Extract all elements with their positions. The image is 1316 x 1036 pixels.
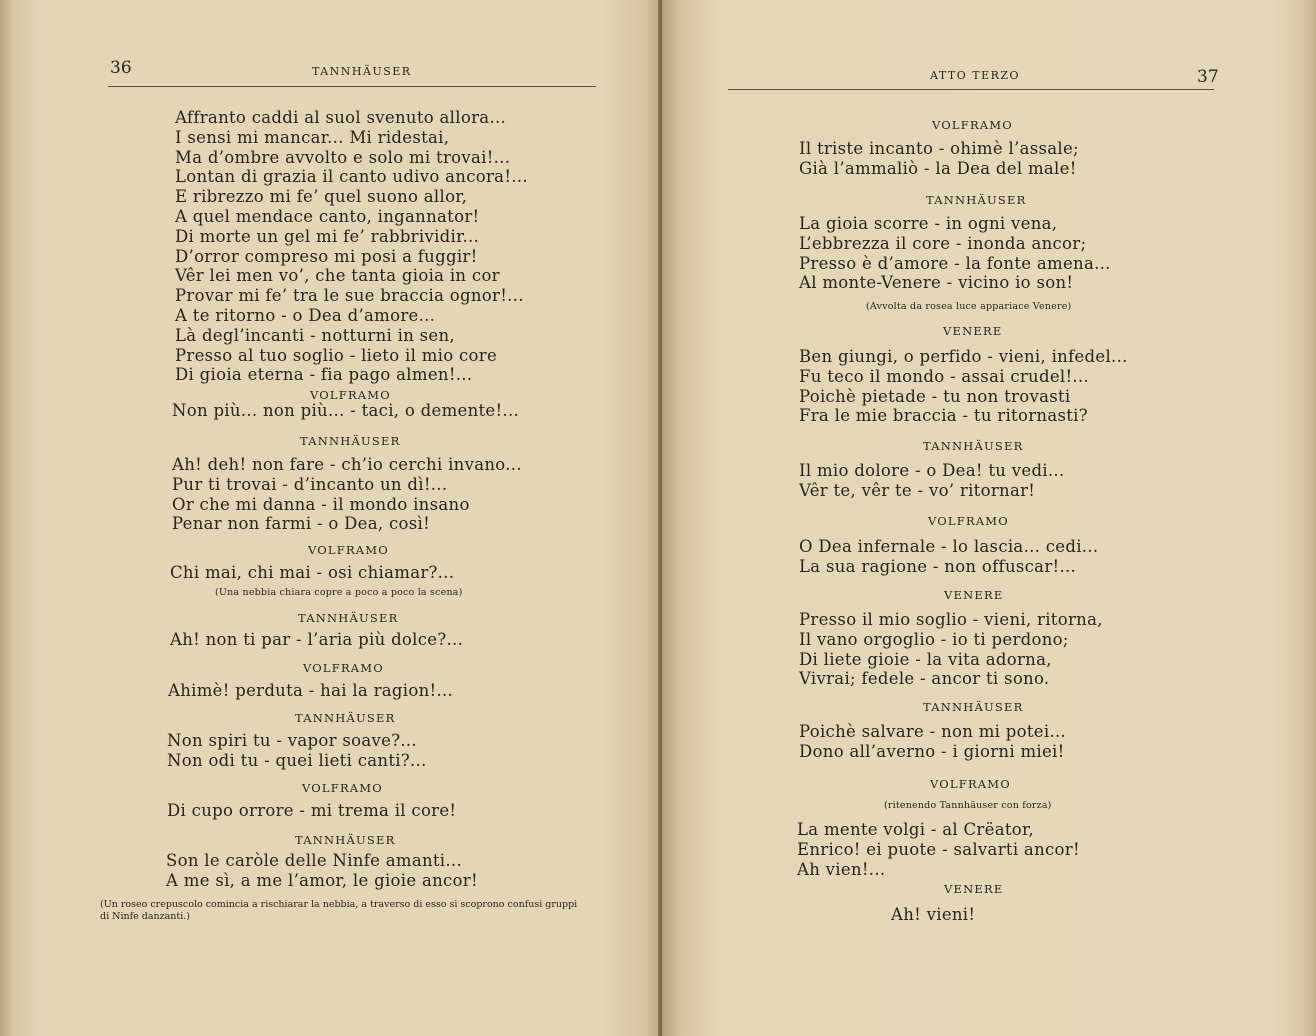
speaker-name: VENERE (944, 882, 1004, 896)
verse-line: Ah vien!... (797, 859, 886, 879)
verse-line: Ah! non ti par - l’aria più dolce?... (170, 630, 464, 649)
verse-block (797, 820, 1080, 879)
header-rule (108, 86, 596, 87)
verse-block (799, 537, 1098, 577)
verse-line: E ribrezzo mi fe’ quel suono allor, (175, 187, 468, 207)
speaker-name: TANNHÄUSER (300, 434, 401, 448)
verse-line: Chi mai, chi mai - osi chiamar?... (170, 563, 455, 582)
page-number: 37 (1197, 67, 1219, 87)
verse-line: Là degl’incanti - notturni in sen, (175, 325, 455, 345)
verse-line: Il mio dolore - o Dea! tu vedi... (799, 461, 1065, 480)
verse-line: Provar mi fe’ tra le sue braccia ognor!... (175, 286, 524, 306)
verse-line: Presso il mio soglio - vieni, ritorna, (799, 610, 1103, 629)
speaker-name: VOLFRAMO (932, 118, 1013, 132)
verse-line: Già l’ammaliò - la Dea del male! (799, 158, 1077, 178)
verse-line: Il triste incanto - ohimè l’assale; (799, 139, 1079, 158)
speaker-name: TANNHÄUSER (298, 611, 399, 625)
speaker-name: VOLFRAMO (303, 661, 384, 675)
verse-line: Lontan di grazia il canto udivo ancora!... (175, 167, 528, 187)
verse-line: D’orror compreso mi posi a fuggir! (175, 246, 478, 266)
speaker-name: VOLFRAMO (308, 543, 389, 557)
running-head: ATTO TERZO (930, 69, 1021, 82)
verse-line: Non spiri tu - vapor soave?... (167, 731, 417, 750)
stage-direction: (Un roseo crepuscolo comincia a rischiarar la nebbia, a traverso di esso si scoprono confusi gruppi di Ninfe danzanti.) (100, 899, 578, 922)
verse-line: Poichè pietade - tu non trovasti (799, 386, 1071, 406)
verse-block (799, 722, 1066, 762)
verse-line: Ma d’ombre avvolto e solo mi trovai!... (175, 147, 511, 167)
speaker-name: TANNHÄUSER (926, 193, 1027, 207)
stage-direction: (Una nebbia chiara copre a poco a poco la scena) (215, 587, 463, 598)
verse-line: Ben giungi, o perfido - vieni, infedel... (799, 347, 1128, 366)
verse-line: Dono all’averno - i giorni miei! (799, 741, 1065, 761)
speaker-name: TANNHÄUSER (295, 833, 396, 847)
header-rule (728, 89, 1214, 90)
verse-line: Vêr te, vêr te - vo’ ritornar! (799, 480, 1036, 500)
verse-line: Son le caròle delle Ninfe amanti... (166, 851, 463, 870)
verse-block (167, 731, 427, 771)
speaker-name: VOLFRAMO (930, 777, 1011, 791)
verse-line: A te ritorno - o Dea d’amore... (175, 305, 436, 325)
verse-line: Ah! vieni! (891, 905, 976, 924)
verse-line: Ahimè! perduta - hai la ragion!... (168, 681, 454, 700)
speaker-name: VOLFRAMO (310, 388, 391, 402)
verse-block (799, 139, 1079, 179)
verse-line: Di cupo orrore - mi trema il core! (167, 801, 457, 820)
verse-line: Fra le mie braccia - tu ritornasti? (799, 406, 1088, 426)
verse-line: A me sì, a me l’amor, le gioie ancor! (166, 870, 478, 890)
verse-block (799, 347, 1128, 426)
verse-line: Fu teco il mondo - assai crudel!... (799, 366, 1090, 386)
running-head: TANNHÄUSER (312, 65, 412, 78)
verse-line: L’ebbrezza il core - inonda ancor; (799, 233, 1087, 253)
verse-line: Penar non farmi - o Dea, così! (172, 514, 431, 534)
verse-line: La mente volgi - al Crëator, (797, 820, 1034, 839)
verse-line: La sua ragione - non offuscar!... (799, 556, 1077, 576)
verse-line: Vivrai; fedele - ancor ti sono. (799, 669, 1050, 689)
right-page (662, 0, 1316, 1036)
verse-line: Non odi tu - quei lieti canti?... (167, 750, 427, 770)
verse-block (799, 610, 1103, 689)
stage-direction: (Avvolta da rosea luce appariace Venere) (866, 301, 1072, 312)
page-number: 36 (110, 58, 132, 78)
stage-direction: (ritenendo Tannhäuser con forza) (884, 800, 1052, 811)
verse-line: Presso è d’amore - la fonte amena... (799, 253, 1111, 273)
speaker-name: VOLFRAMO (928, 514, 1009, 528)
speaker-name: TANNHÄUSER (923, 439, 1024, 453)
verse-line: Ah! deh! non fare - ch’io cerchi invano... (172, 455, 522, 474)
verse-line: Poichè salvare - non mi potei... (799, 722, 1067, 741)
verse-line: Di gioia eterna - fia pago almen!... (175, 365, 473, 385)
speaker-name: VOLFRAMO (302, 781, 383, 795)
speaker-name: VENERE (943, 324, 1003, 338)
verse-line: Affranto caddi al suol svenuto allora... (175, 108, 507, 127)
verse-line: Presso al tuo soglio - lieto il mio core (175, 345, 498, 365)
verse-line: Di liete gioie - la vita adorna, (799, 649, 1052, 669)
verse-block (172, 455, 522, 534)
verse-line: Al monte-Venere - vicino io son! (799, 273, 1074, 293)
verse-line: I sensi mi mancar... Mi ridestai, (175, 127, 450, 147)
verse-block (166, 851, 478, 891)
speaker-name: TANNHÄUSER (295, 711, 396, 725)
verse-block (175, 108, 528, 385)
verse-line: Vêr lei men vo’, che tanta gioia in cor (175, 266, 500, 286)
verse-line: O Dea infernale - lo lascia... cedi... (799, 537, 1099, 556)
verse-line: A quel mendace canto, ingannator! (175, 206, 480, 226)
verse-block (799, 214, 1111, 293)
verse-line: Pur ti trovai - d’incanto un dì!... (172, 474, 448, 494)
speaker-name: VENERE (944, 588, 1004, 602)
verse-line: Non più... non più... - taci, o demente!... (172, 401, 520, 420)
verse-line: La gioia scorre - in ogni vena, (799, 214, 1058, 233)
verse-line: Il vano orgoglio - io ti perdono; (799, 629, 1069, 649)
verse-block (799, 461, 1065, 501)
verse-line: Enrico! ei puote - salvarti ancor! (797, 839, 1080, 859)
verse-line: Or che mi danna - il mondo insano (172, 494, 470, 514)
verse-line: Di morte un gel mi fe’ rabbrividir... (175, 226, 480, 246)
speaker-name: TANNHÄUSER (923, 700, 1024, 714)
